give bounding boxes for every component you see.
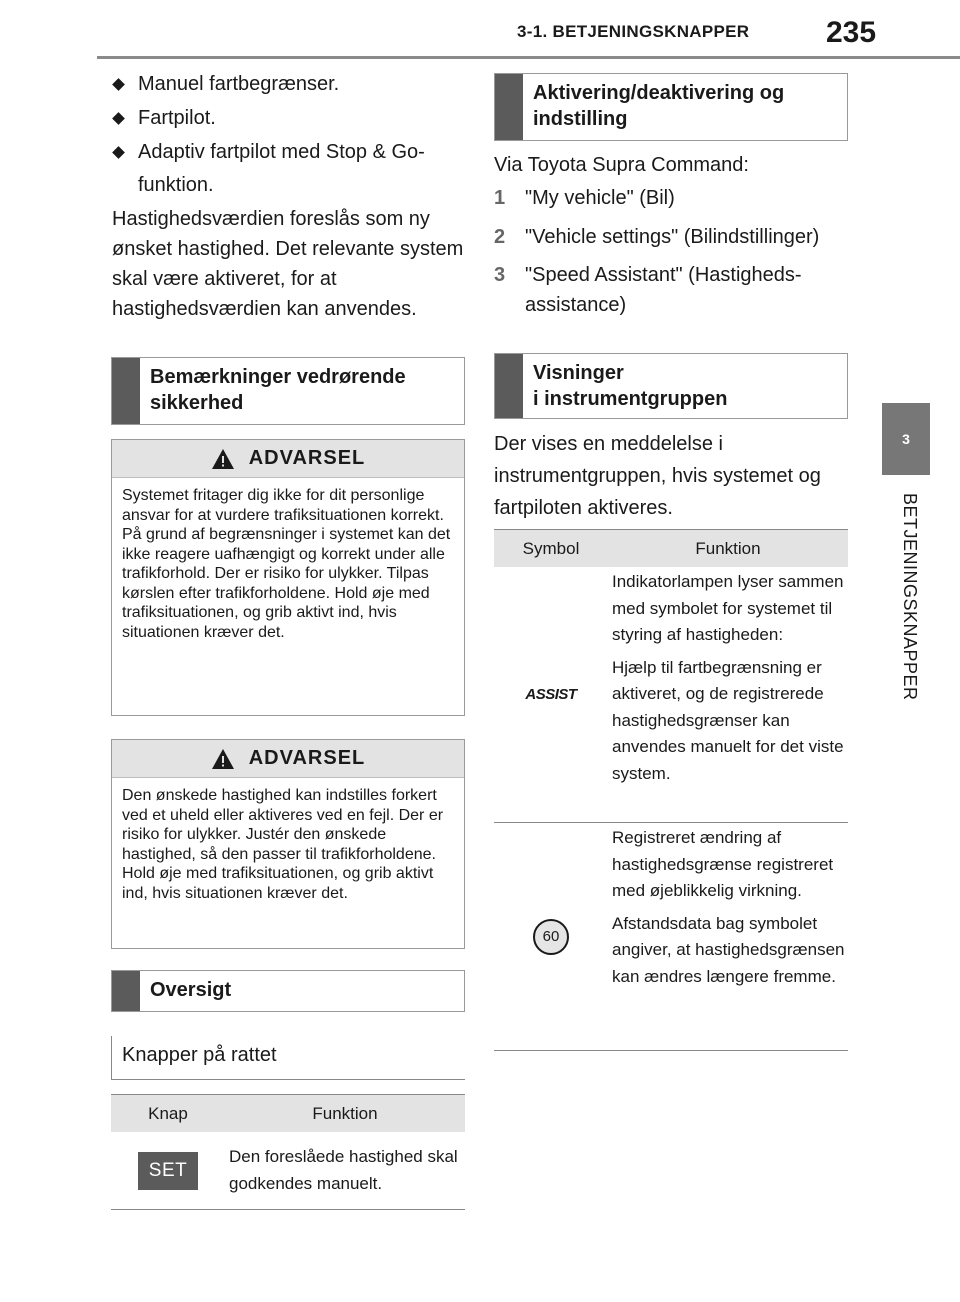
buttons-subheading: Knapper på rattet [111, 1036, 465, 1080]
function-cell: Den foreslåede hastighed skal godkendes manuelt. [229, 1147, 458, 1193]
function-text: Indikatorlampen lyser sammen med symbolet for systemet til styring af hastigheden: [612, 572, 844, 644]
safety-heading [111, 357, 465, 425]
display-paragraph: Der vises en meddelelse i instrumentgruppen, hvis systemet og fartpiloten aktiveres. [494, 433, 821, 519]
step-number: 1 [494, 187, 506, 209]
activation-heading [494, 73, 848, 141]
safety-heading-text: Bemærkninger vedrørende sikkerhed [150, 366, 406, 414]
warning-box [111, 439, 465, 716]
function-cell [608, 823, 848, 1050]
heading-strip [112, 358, 140, 424]
buttons-table [111, 1094, 465, 1210]
step-text: "Vehicle settings" (Bilindstillinger) [525, 226, 820, 248]
overview-heading-text: Oversigt [150, 979, 232, 1001]
warning-box [111, 739, 465, 949]
warning-header [112, 740, 464, 778]
feature-list [112, 68, 467, 203]
warning-text: Systemet fritager dig ikke for dit personlige ansvar for at vurdere trafiksituationen korrekt. På grund af begrænsninger i systemet kan det ikke reagere uafhængigt og korrekt under alle trafikforhold. Der er risiko for ulykker. Tilpas kørslen efter trafikforholdene. Hold øje med trafiksituationen, og grib aktivt ind, hvis situationen kræver det. [122, 487, 451, 641]
step-number: 2 [494, 226, 506, 248]
column-header: Knap [148, 1103, 188, 1123]
function-cell [608, 567, 848, 822]
function-text: Afstandsdata bag symbolet angiver, at hastighedsgrænsen kan ændres længere fremme. [612, 913, 845, 986]
function-text: Registreret ændring af hastighedsgrænse registreret med øjeblikkelig virkning. [612, 828, 834, 900]
step-item [494, 183, 854, 213]
step-item [494, 222, 854, 252]
assist-icon: ASSIST [525, 686, 577, 703]
symbol-table [494, 529, 848, 1051]
header-divider [97, 56, 960, 59]
step-text: "Speed Assistant" (Hastigheds-assistance) [525, 264, 802, 316]
step-text: "My vehicle" (Bil) [525, 187, 675, 209]
list-item: Adaptiv fartpilot med Stop & Go-funktion. [112, 136, 467, 202]
set-key-icon: SET [138, 1152, 198, 1190]
heading-strip [495, 74, 523, 140]
heading-strip [495, 354, 523, 418]
heading-strip [112, 971, 140, 1011]
chapter-label: BETJENINGSKNAPPER [900, 493, 920, 701]
via-text: Via Toyota Supra Command: [494, 154, 749, 176]
table-header [111, 1094, 465, 1132]
key-cell [111, 1132, 225, 1209]
intro-paragraph: Hastighedsværdien foreslås som ny ønsket hastighed. Det relevante system skal være aktiveret, for at hastighedsværdien kan anvendes. [112, 208, 464, 320]
display-heading [494, 353, 848, 419]
warning-header [112, 440, 464, 478]
column-header: Symbol [522, 538, 580, 558]
warning-title: ADVARSEL [248, 447, 366, 469]
display-heading-line: i instrumentgruppen [533, 388, 728, 410]
function-text: Hjælp til fartbegrænsning er aktiveret, og de registrerede hastighedsgrænser kan anvendes manuelt for det viste system. [612, 657, 844, 783]
column-header: Funktion [695, 538, 761, 558]
section-title: 3-1. BETJENINGSKNAPPER [517, 22, 750, 41]
warning-triangle-icon [211, 748, 235, 770]
chapter-tab: 3 [882, 403, 930, 475]
table-row [494, 823, 848, 1051]
table-row [494, 567, 848, 823]
warning-text: Den ønskede hastighed kan indstilles forkert ved et uheld eller aktiveres ved en fejl. Der er risiko for ulykker. Justér den ønskede hastighed, så den passer til trafikforholdene. Hold øje med trafiksituationen, og grib aktivt ind, hvis situationen kræver det. [122, 787, 444, 902]
table-row [111, 1132, 465, 1210]
activation-heading-text: Aktivering/deaktivering og indstilling [533, 82, 785, 130]
display-heading-line: Visninger [533, 362, 624, 384]
table-header [494, 529, 848, 567]
list-item: Fartpilot. [112, 102, 467, 135]
page-number: 235 [826, 16, 877, 49]
column-header: Funktion [312, 1103, 378, 1123]
symbol-cell [494, 567, 608, 822]
symbol-cell [494, 823, 608, 1050]
warning-title: ADVARSEL [248, 747, 366, 769]
list-item: Manuel fartbegrænser. [112, 68, 467, 101]
overview-heading [111, 970, 465, 1012]
step-number: 3 [494, 264, 506, 286]
warning-triangle-icon [211, 448, 235, 470]
display-heading-text [523, 354, 737, 418]
step-item [494, 260, 834, 320]
speed-limit-icon: 60 [533, 919, 569, 955]
